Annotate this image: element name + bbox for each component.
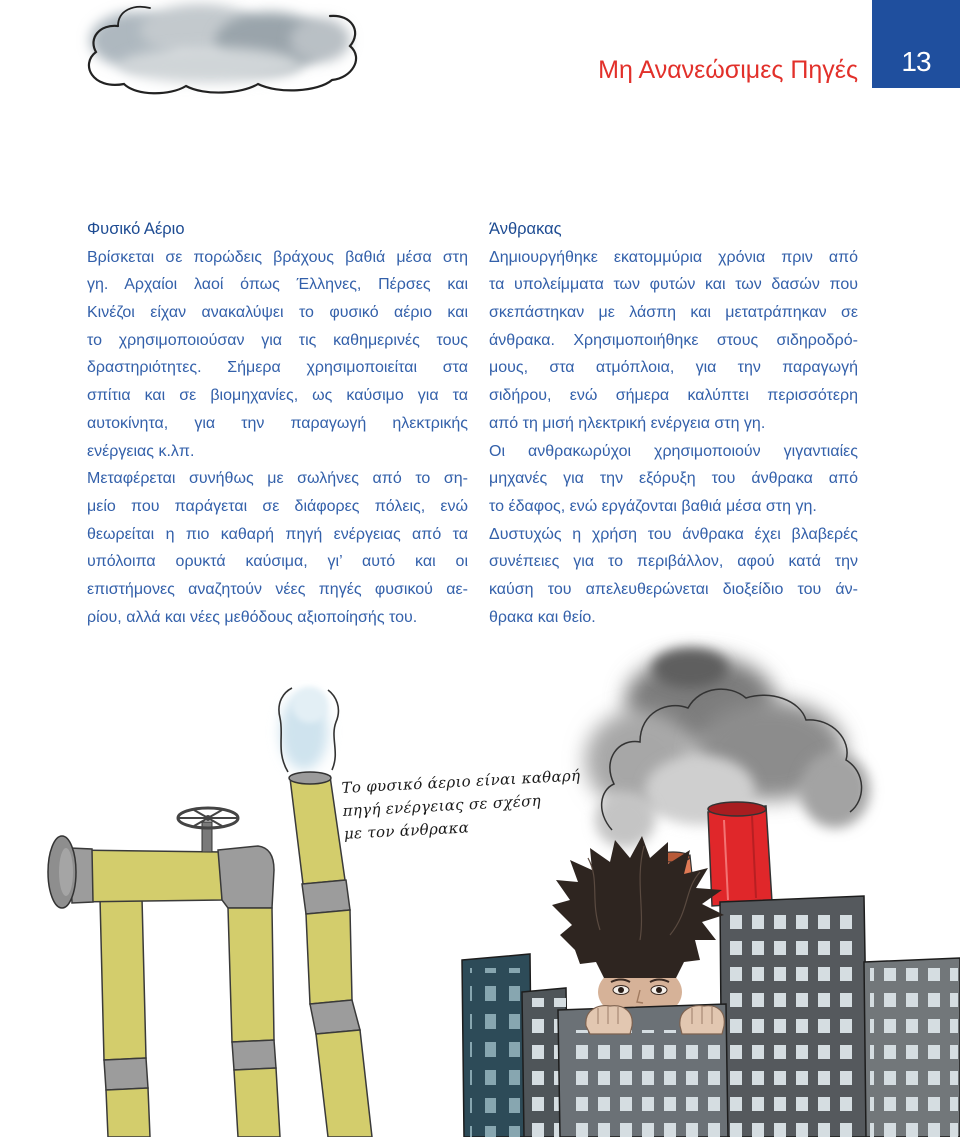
text-line: Κινέζοι είχαν ανακαλύψει το φυσικό αέριο και [87, 304, 468, 322]
building-windows [566, 1030, 722, 1137]
pipe-joint [232, 1040, 276, 1070]
right-pupil [656, 987, 662, 993]
text-line: ενέργειας κ.λπ. [87, 442, 195, 460]
pipe-joint [310, 1000, 360, 1034]
text-line: μηχανές για την εξόρυξη του άνθρακα από [489, 470, 858, 488]
pipe-joint [302, 880, 350, 914]
text-line: θεωρείται η πιο καθαρή πηγή ενέργειας από τα [87, 525, 468, 543]
pipe-elbow [218, 846, 274, 908]
chimney-pipe-segment [316, 1030, 372, 1137]
text-line: επιστήμονες αναζητούν νέες πηγές φυσικού αε- [87, 580, 468, 598]
handwritten-note [341, 764, 583, 845]
paragraph [489, 244, 858, 438]
top-smoke-cloud [89, 4, 356, 93]
building-windows [870, 968, 958, 1137]
section-title: Μη Ανανεώσιμες Πηγές [598, 56, 858, 84]
valve-hub [205, 815, 211, 821]
pipe-segment [106, 1088, 150, 1137]
text-line: αυτοκίνητα, για την παραγωγή ηλεκτρικής [87, 414, 468, 432]
building-windows [470, 968, 526, 1137]
left-pupil [618, 987, 624, 993]
smoke-puff [652, 648, 728, 688]
text-line: από τη μισή ηλεκτρική ενέργεια στη γη. [489, 414, 766, 432]
text-line: Μεταφέρεται συνήθως με σωλήνες από το ση- [87, 470, 468, 488]
text-line: συνέπειες για το περιβάλλον, αφού κατά την [489, 553, 858, 571]
pipe-flange-inner [59, 848, 73, 896]
text-line: τα υπολείμματα των φυτών και των δασών που [489, 276, 858, 294]
text-line: Δυστυχώς η χρήση του άνθρακα έχει βλαβερές [489, 525, 858, 543]
gas-pipes [48, 772, 372, 1137]
pipe-segment [100, 898, 146, 1060]
section-heading: Άνθρακας [489, 220, 562, 238]
paragraph [87, 465, 468, 631]
pipe-segment [72, 850, 222, 902]
page-number-box [872, 0, 960, 88]
text-line: μείο που παράγεται σε διάφορες πόλεις, ενώ [87, 497, 468, 515]
text-line: το έδαφος, ενώ εργάζονται βαθιά μέσα στη γη. [489, 497, 817, 515]
smoke-puff [595, 792, 655, 848]
smoke-puff [800, 752, 870, 828]
text-line: σιδήρου, ενώ σήμερα καλύπτει περισσότερη [489, 387, 858, 405]
text-line: γη. Αρχαίοι λαοί όπως Έλληνες, Πέρσες και [87, 276, 468, 294]
chimney-pipe-segment [290, 776, 345, 884]
left-hand [586, 1006, 632, 1034]
text-line: υπόλοιπα ορυκτά καύσιμα, γι’ αυτό και οι [87, 553, 468, 571]
paragraph [489, 521, 858, 632]
right-column [489, 216, 858, 631]
pipe-joint [104, 1058, 148, 1090]
cloud-puff [290, 18, 350, 62]
text-line: Δημιουργήθηκε εκατομμύρια χρόνια πριν από [489, 248, 858, 266]
text-line: δραστηριότητες. Σήμερα χρησιμοποιείται στα [87, 359, 468, 377]
paragraph [87, 244, 468, 466]
text-line: θρακα και θείο. [489, 608, 596, 626]
cloud-puff [120, 47, 300, 83]
text-line: σπίτια και σε βιομηχανίες, ως καύσιμο για τα [87, 387, 468, 405]
building-windows [728, 908, 862, 1137]
text-line: σκεπάστηκαν με λάσπη και μετατράπηκαν σε [489, 304, 858, 322]
left-column [87, 216, 468, 631]
text-line: Οι ανθρακωρύχοι χρησιμοποιούν γιγαντιαίες [489, 442, 858, 460]
text-line: άνθρακα. Χρησιμοποιήθηκε στους σιδηροδρό- [489, 331, 858, 349]
pipe-segment [228, 908, 274, 1042]
chimney-pipe-segment [306, 910, 352, 1004]
text-line: καύση του απελευθερώνεται διοξείδιο του άν- [489, 580, 858, 598]
paragraph [489, 438, 858, 521]
note-line: Το φυσικό άεριο είναι καθαρή [341, 766, 581, 797]
chimney-pipe-rim [289, 772, 331, 784]
smoke-puff [292, 687, 328, 723]
red-chimney-top [708, 802, 766, 816]
text-line: Βρίσκεται σε πορώδεις βράχους βαθιά μέσα στη [87, 248, 468, 266]
page-number: 13 [901, 46, 931, 77]
text-line: μους, στα ατμόπλοια, για την παραγωγή [489, 359, 858, 377]
gas-pipe-smoke [279, 687, 339, 772]
text-line: το χρησιμοποιούσαν για τις καθημερινές τους [87, 331, 468, 349]
wild-hair [552, 836, 724, 978]
smoke-outline [328, 690, 338, 770]
person-with-wild-hair [552, 836, 724, 1020]
note-line: με τον άνθρακα [343, 818, 470, 843]
pipe-segment [234, 1068, 280, 1137]
section-heading: Φυσικό Αέριο [87, 220, 185, 238]
text-line: ρίου, αλλά και νέες μεθόδους αξιοποίησής του. [87, 608, 418, 626]
note-line: πηγή ενέργειας σε σχέση [342, 791, 542, 820]
